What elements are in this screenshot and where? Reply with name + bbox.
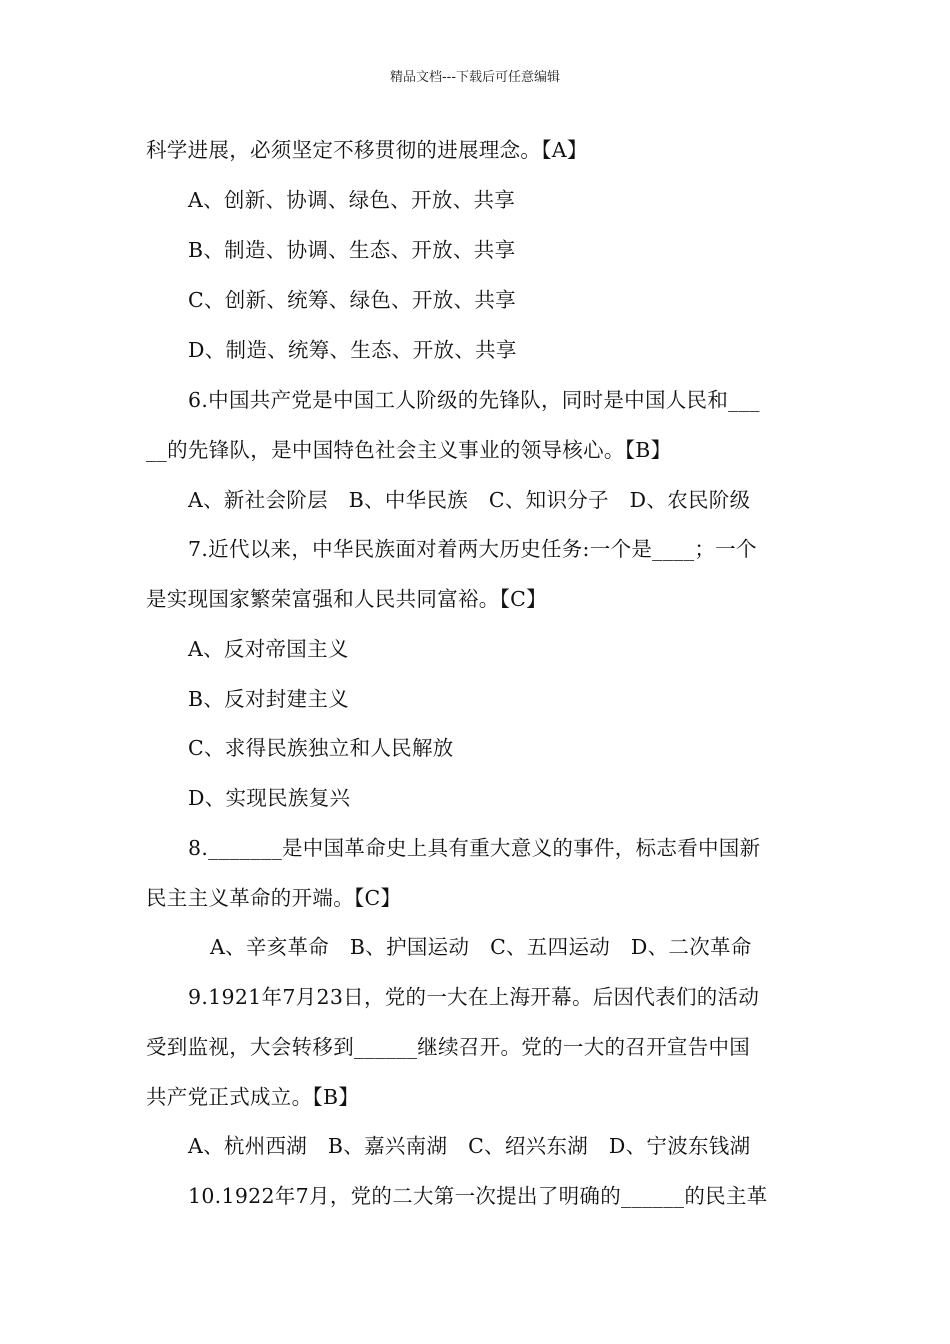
question-9-continuation: 共产党正式成立。【B】 bbox=[146, 1085, 360, 1109]
question-7: 7.近代以来，中华民族面对着两大历史任务:一个是____；一个 bbox=[188, 537, 757, 561]
option-a: A、反对帝国主义 bbox=[188, 637, 349, 661]
question-5-continuation: 科学进展，必须坚定不移贯彻的进展理念。【A】 bbox=[146, 138, 588, 162]
question-8-options: A、辛亥革命 B、护国运动 C、五四运动 D、二次革命 bbox=[210, 935, 752, 959]
question-9-continuation: 受到监视，大会转移到______继续召开。党的一大的召开宣告中国 bbox=[146, 1035, 751, 1059]
question-7-continuation: 是实现国家繁荣富强和人民共同富裕。【C】 bbox=[146, 587, 547, 611]
option-c: C、求得民族独立和人民解放 bbox=[188, 736, 454, 760]
page-header: 精品文档---下载后可任意编辑 bbox=[389, 70, 561, 85]
option-d: D、制造、统筹、生态、开放、共享 bbox=[188, 338, 517, 362]
question-6-continuation: __的先锋队，是中国特色社会主义事业的领导核心。【B】 bbox=[146, 438, 672, 462]
question-9: 9.1921年7月23日，党的一大在上海开幕。后因代表们的活动 bbox=[188, 985, 760, 1009]
question-6-options: A、新社会阶层 B、中华民族 C、知识分子 D、农民阶级 bbox=[188, 488, 751, 512]
option-d: D、实现民族复兴 bbox=[188, 786, 351, 810]
option-b: B、制造、协调、生态、开放、共享 bbox=[188, 238, 516, 262]
option-a: A、创新、协调、绿色、开放、共享 bbox=[188, 188, 516, 212]
question-8: 8._______是中国革命史上具有重大意义的事件，标志看中国新 bbox=[188, 836, 761, 860]
question-9-options: A、杭州西湖 B、嘉兴南湖 C、绍兴东湖 D、宁波东钱湖 bbox=[188, 1134, 751, 1158]
question-10: 10.1922年7月，党的二大第一次提出了明确的______的民主革 bbox=[188, 1184, 768, 1208]
option-b: B、反对封建主义 bbox=[188, 687, 349, 711]
question-6: 6.中国共产党是中国工人阶级的先锋队，同时是中国人民和___ bbox=[188, 388, 760, 412]
question-8-continuation: 民主主义革命的开端。【C】 bbox=[146, 886, 402, 910]
option-c: C、创新、统筹、绿色、开放、共享 bbox=[188, 288, 516, 312]
